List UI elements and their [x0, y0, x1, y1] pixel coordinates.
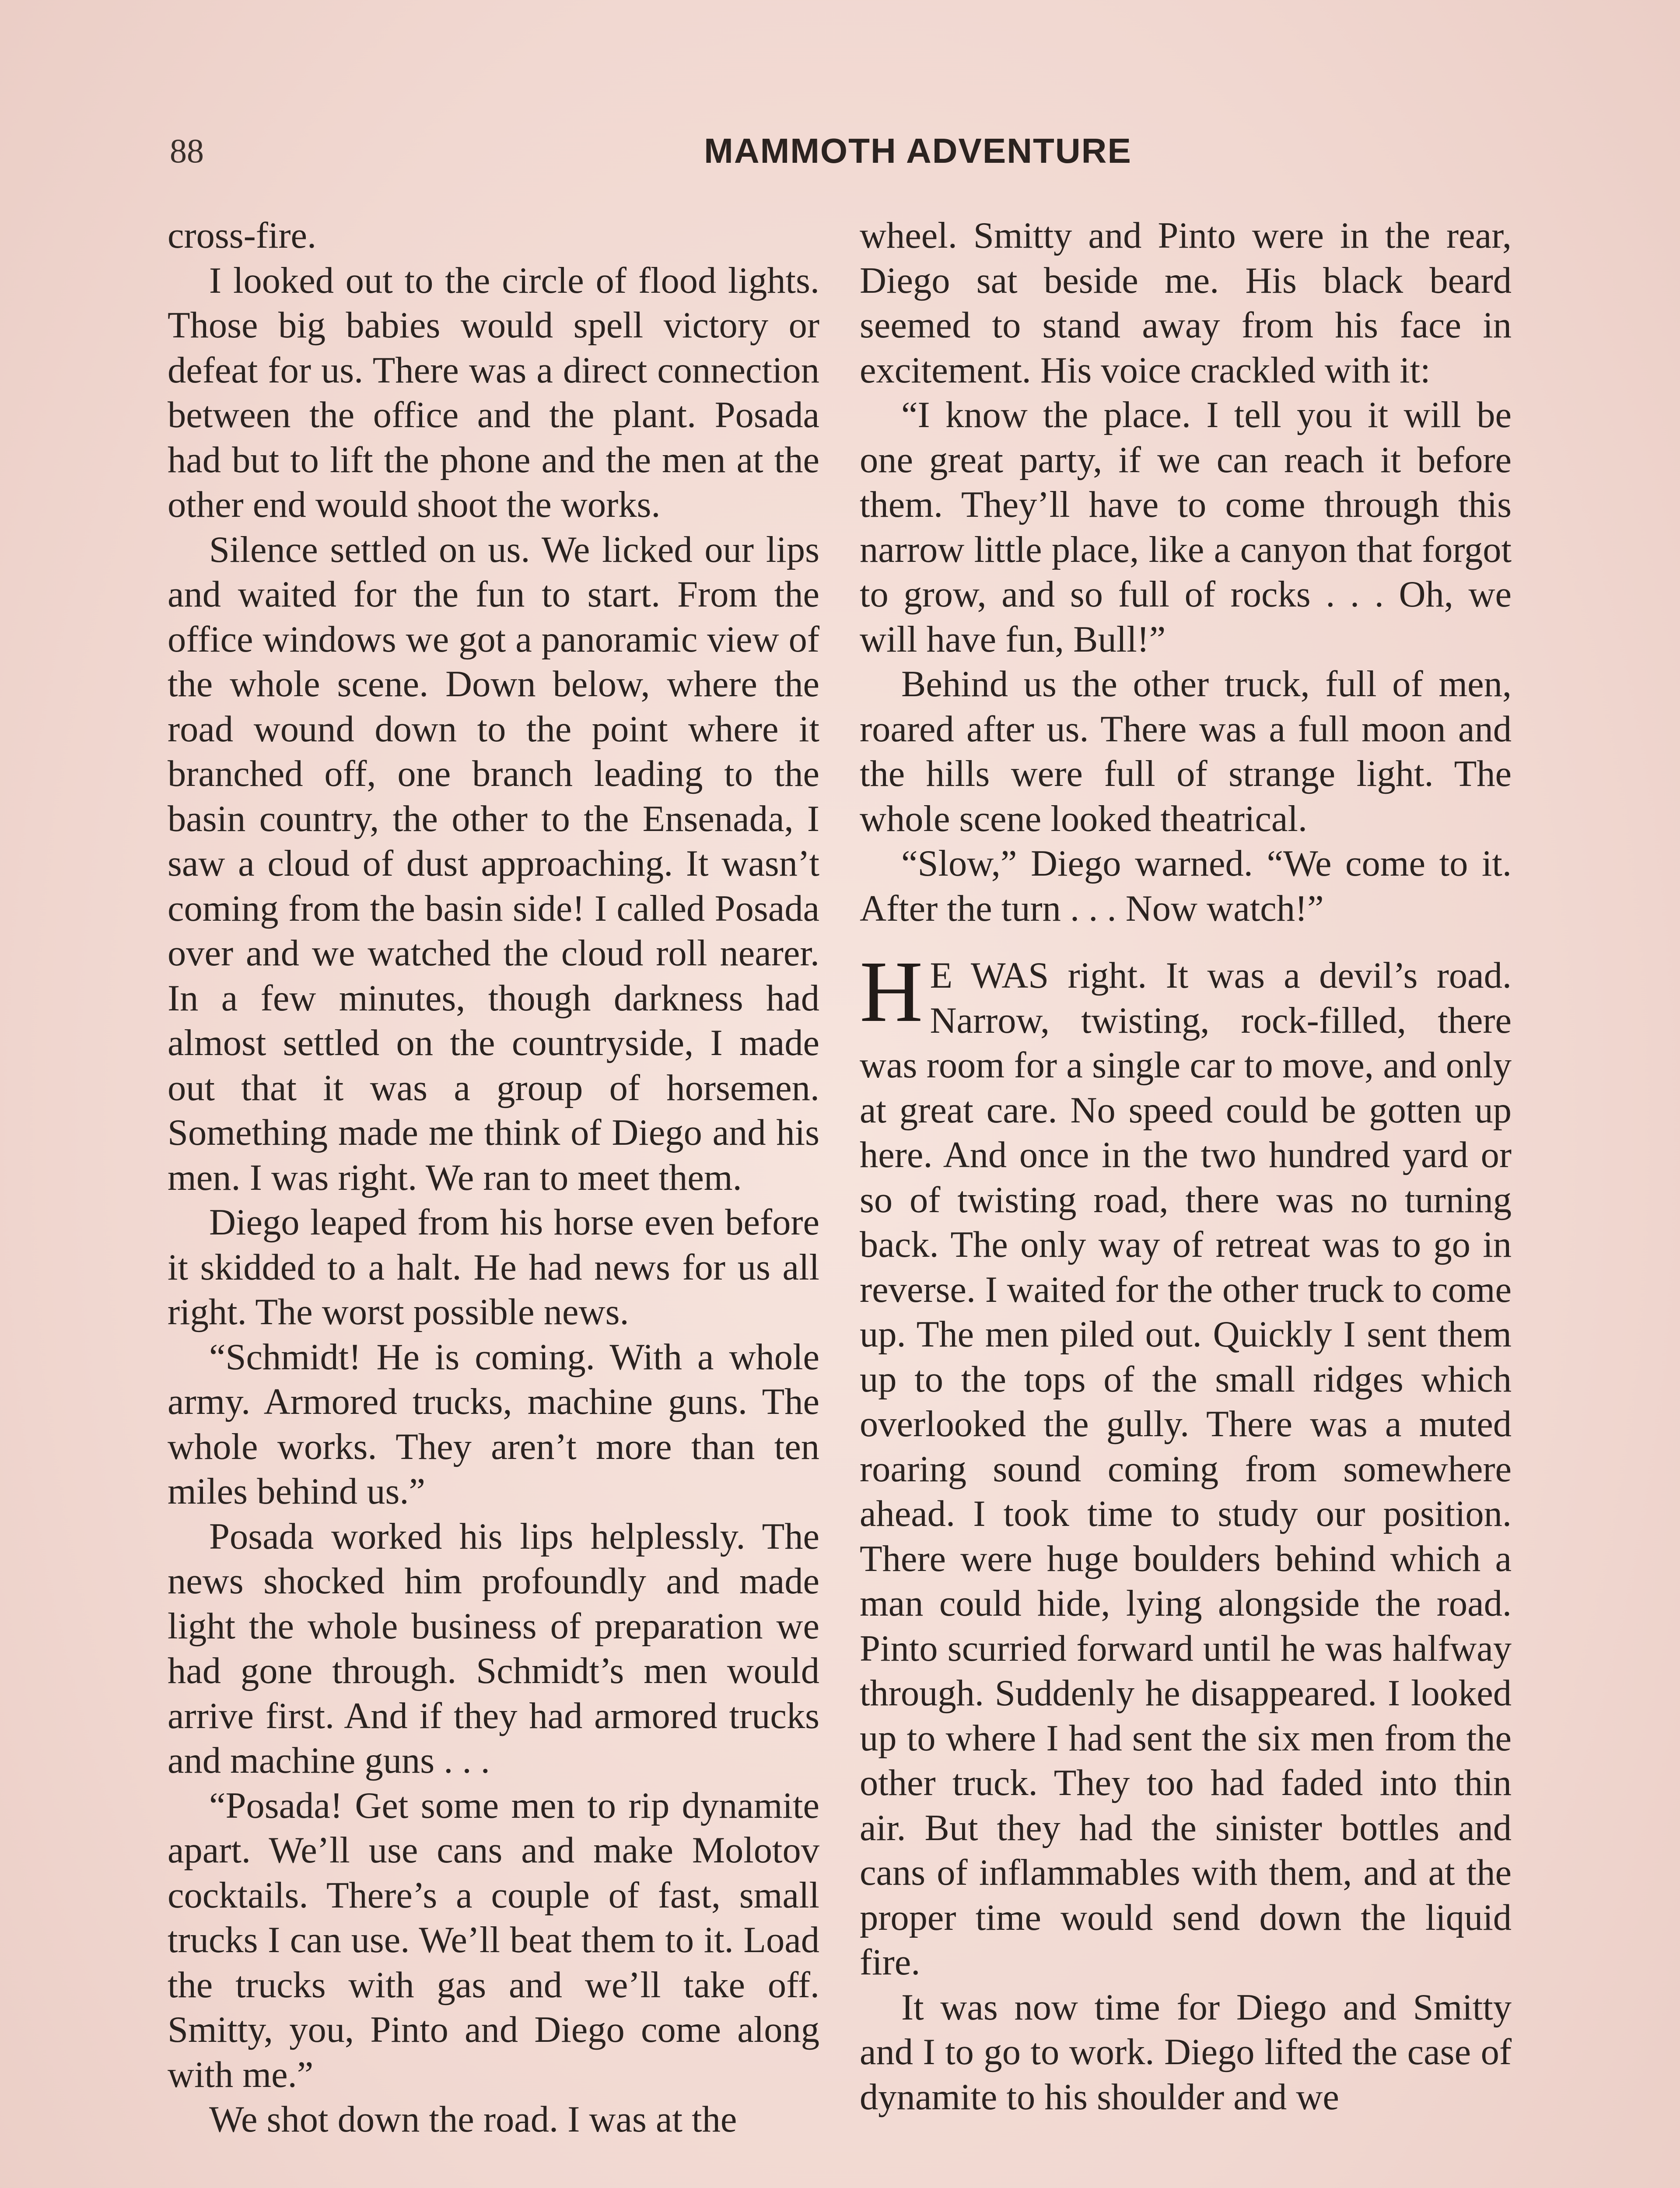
paragraph-text: It was a devil’s road. Narrow, twisting, rock-filled, there was room for a single car to move, and only at great care. No speed could be gotten up here. And once in the two hundred yard or so of twisting road, there was no turning back. The only way of retreat was to go in reverse. I waited for the other truck to come up. The men piled out. Quickly I sent them up to the tops of the small ridges which overlooked the gully. There was a muted roaring sound coming from somewhere ahead. I took time to study our position. There were huge boulders behind which a man could hide, lying alongside the road. Pinto scurried forward until he was halfway through. Suddenly he disappeared. I looked up to where I had sent the six men from the other truck. They too had faded into thin air. But they had the sinister bottles and cans of inflammables with them, and at the proper time would send down the liquid fire. [860, 955, 1512, 1983]
paragraph: “Slow,” Diego warned. “We come to it. After the turn . . . Now watch!” [860, 843, 1512, 929]
paragraph: I looked out to the circle of flood lights. Those big babies would spell victory or defeat for us. There was a direct connection between the office and the plant. Posada had but to lift the phone and the men at the other end would shoot the works. [168, 260, 819, 525]
running-title: MAMMOTH ADVENTURE [704, 131, 1132, 170]
paragraph: Behind us the other truck, full of men, roared after us. There was a full moon and the hills were full of strange light. The whole scene looked theatrical. [860, 664, 1512, 839]
paragraph: We shot down the road. I was at the [209, 2099, 737, 2140]
paragraph: “I know the place. I tell you it will be one great party, if we can reach it before them. They’ll have to come through this narrow little place, like a canyon that forgot to grow, and so full of rocks . . . Oh, we will have fun, Bull!” [860, 395, 1512, 660]
paragraph: Diego leaped from his horse even before it skidded to a halt. He had news for us all right. The worst possible news. [168, 1202, 819, 1332]
paragraph: “Posada! Get some men to rip dynamite apart. We’ll use cans and make Molotov cocktails. There’s a couple of fast, small trucks I can use. We’ll beat them to it. Load the trucks with gas and we’ll take off. Smitty, you, Pinto and Diego come along with me.” [168, 1785, 819, 2095]
section-opening-paragraph [860, 943, 1512, 1985]
drop-cap-lead: E WAS right. [930, 955, 1147, 996]
paragraph: It was now time for Diego and Smitty and I to go to work. Diego lifted the case of dynamite to his shoulder and we [860, 1987, 1512, 2118]
paragraph: Posada worked his lips helplessly. The news shocked him profoundly and made light the whole business of preparation we had gone through. Schmidt’s men would arrive first. And if they had armored trucks and machine guns . . . [168, 1516, 819, 1781]
paragraph: “Schmidt! He is coming. With a whole army. Armored trucks, machine guns. The whole works. They aren’t more than ten miles behind us.” [168, 1336, 819, 1512]
right-column [860, 214, 1512, 2120]
drop-cap: H [860, 943, 923, 1040]
page-number: 88 [170, 132, 204, 170]
paragraph: Silence settled on us. We licked our lips and waited for the fun to start. From the office windows we got a panoramic view of the whole scene. Down below, where the road wound down to the point where it branched off, one branch leading to the basin country, the other to the Ensenada, I saw a cloud of dust approaching. It wasn’t coming from the basin side! I called Posada over and we watched the cloud roll nearer. In a few minutes, though darkness had almost settled on the countryside, I made out that it was a group of horsemen. Something made me think of Diego and his men. I was right. We ran to meet them. [168, 529, 819, 1198]
left-column [168, 214, 819, 2142]
paragraph: cross-fire. [168, 215, 317, 256]
paragraph: wheel. Smitty and Pinto were in the rear, Diego sat beside me. His black beard seemed to stand away from his face in excitement. His voice crackled with it: [860, 215, 1512, 391]
running-header [170, 127, 1517, 175]
